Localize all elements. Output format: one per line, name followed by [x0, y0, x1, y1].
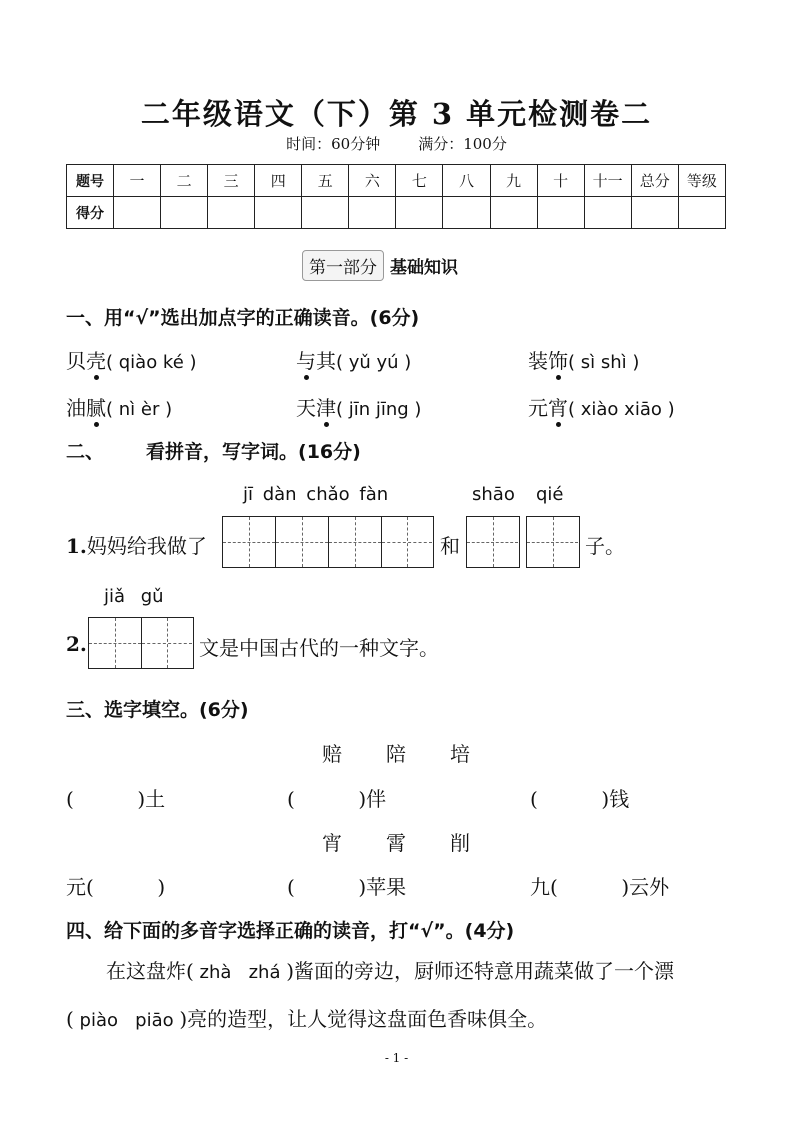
q3-choice: 陪	[386, 742, 406, 766]
col-header: 九	[490, 165, 537, 197]
sentence-text: 妈妈给我做了	[86, 534, 207, 558]
sentence-number: 1.	[66, 534, 87, 558]
q3-choice: 宵	[322, 831, 342, 855]
item-char: 元	[528, 396, 548, 420]
grid-cell[interactable]	[329, 517, 382, 567]
score-cell	[490, 197, 537, 229]
col-header: 三	[208, 165, 255, 197]
score-cell	[537, 197, 584, 229]
pinyin-options: ( nì èr )	[106, 399, 173, 420]
paragraph-text: )亮的造型，让人觉得这盘面色香味俱全。	[179, 1007, 548, 1031]
q3-choice: 削	[450, 831, 470, 855]
item-char: 天	[296, 396, 316, 420]
score-cell	[114, 197, 161, 229]
col-header: 四	[255, 165, 302, 197]
item-char: 油	[66, 396, 86, 420]
col-header: 一	[114, 165, 161, 197]
score-cell	[255, 197, 302, 229]
q2-heading-number: 二、	[66, 441, 105, 463]
q3-blank: ( )苹果	[287, 875, 407, 899]
q4-line-2	[66, 996, 736, 1044]
writing-grid-1b[interactable]	[526, 516, 580, 568]
q2-s1-pinyin-a: jī dàn chǎo fàn	[243, 484, 389, 505]
page-title: 二年级语文（下）第 3 单元检测卷二	[140, 97, 653, 131]
item-char: 其	[316, 349, 336, 373]
q3-choice: 赔	[322, 742, 342, 766]
exam-info	[0, 133, 793, 154]
score-cell	[443, 197, 490, 229]
q2-s1-prefix	[66, 530, 207, 559]
dotted-char: 宵	[548, 392, 568, 421]
q3-blank: 元( )	[66, 875, 166, 899]
q1-item-2	[296, 345, 411, 374]
col-header: 总分	[631, 165, 678, 197]
score-cell	[396, 197, 443, 229]
score-cell	[349, 197, 396, 229]
page-number: - 1 -	[384, 1051, 409, 1065]
grid-cell[interactable]	[382, 517, 432, 567]
grid-cell[interactable]	[89, 618, 142, 668]
score-table-header-row	[67, 165, 726, 197]
col-header: 等级	[678, 165, 725, 197]
grid-cell[interactable]	[276, 517, 329, 567]
score-label: 得分	[67, 197, 114, 229]
score-table-score-row	[67, 197, 726, 229]
q2-s2-pinyin: jiǎ gǔ	[104, 586, 164, 607]
writing-grid-1a[interactable]	[466, 516, 520, 568]
dotted-char: 与	[296, 345, 316, 374]
q2-s1-pinyin-b: shāo	[472, 484, 515, 505]
col-header: 十	[537, 165, 584, 197]
score-cell	[631, 197, 678, 229]
paragraph-text: (	[66, 1007, 74, 1031]
dotted-char: 腻	[86, 392, 106, 421]
pinyin-options: piào piāo	[73, 1010, 180, 1031]
col-header: 七	[396, 165, 443, 197]
grid-cell[interactable]	[223, 517, 276, 567]
writing-grid-4[interactable]	[222, 516, 434, 568]
q4-paragraph	[66, 948, 736, 1044]
full-score: 满分：100分	[418, 135, 507, 153]
pinyin-options: ( xiào xiāo )	[568, 399, 675, 420]
part-name: 基础知识	[390, 258, 458, 278]
score-cell	[678, 197, 725, 229]
q1-item-5	[296, 392, 421, 421]
grid-cell[interactable]	[467, 517, 518, 567]
q4-heading: 四、给下面的多音字选择正确的读音，打“√”。(4分)	[66, 920, 515, 942]
q1-item-3	[528, 345, 639, 374]
paragraph-text: 在这盘炸(	[106, 959, 194, 983]
score-cell	[208, 197, 255, 229]
q4-line-1	[66, 948, 736, 996]
item-char: 装	[528, 349, 548, 373]
writing-grid-2[interactable]	[88, 617, 194, 669]
q3-blank: 九( )云外	[530, 875, 670, 899]
part-banner	[302, 250, 458, 281]
score-table	[66, 164, 726, 229]
score-cell	[302, 197, 349, 229]
q2-s1-mid: 和	[440, 534, 460, 558]
q3-blank: ( )钱	[530, 787, 630, 811]
part-label: 第一部分	[302, 250, 384, 281]
q2-heading	[66, 437, 361, 464]
dotted-char: 饰	[548, 345, 568, 374]
pinyin-options: ( sì shì )	[568, 352, 640, 373]
q1-heading: 一、用“√”选出加点字的正确读音。(6分)	[66, 307, 420, 329]
pinyin-options: zhà zhá	[193, 962, 287, 983]
item-char: 贝	[66, 349, 86, 373]
col-header: 八	[443, 165, 490, 197]
q2-s2-number: 2.	[66, 632, 87, 656]
pinyin-options: ( jīn jīng )	[336, 399, 422, 420]
score-cell	[584, 197, 631, 229]
grid-cell[interactable]	[142, 618, 192, 668]
q3-choice: 培	[450, 742, 470, 766]
q2-s2-text: 文是中国古代的一种文字。	[199, 636, 439, 660]
paragraph-text: )酱面的旁边，厨师还特意用蔬菜做了一个漂	[286, 959, 675, 983]
q3-blank: ( )伴	[287, 787, 387, 811]
q3-heading: 三、选字填空。(6分)	[66, 699, 249, 721]
question-number-label: 题号	[67, 165, 114, 197]
col-header: 六	[349, 165, 396, 197]
q2-heading-text: 看拼音，写字词。(16分)	[146, 441, 361, 463]
q2-s1-suffix: 子。	[585, 534, 625, 558]
col-header: 二	[161, 165, 208, 197]
score-cell	[161, 197, 208, 229]
dotted-char: 壳	[86, 345, 106, 374]
q1-item-1	[66, 345, 197, 374]
col-header: 五	[302, 165, 349, 197]
q3-choice: 霄	[386, 831, 406, 855]
q1-item-6	[528, 392, 675, 421]
col-header: 十一	[584, 165, 631, 197]
pinyin-options: ( yǔ yú )	[336, 352, 412, 373]
q2-s1-pinyin-c: qié	[536, 484, 564, 505]
q3-blank: ( )土	[66, 787, 166, 811]
grid-cell[interactable]	[527, 517, 578, 567]
pinyin-options: ( qiào ké )	[106, 352, 197, 373]
q1-item-4	[66, 392, 172, 421]
time-limit: 时间：60分钟	[286, 135, 381, 153]
dotted-char: 津	[316, 392, 336, 421]
